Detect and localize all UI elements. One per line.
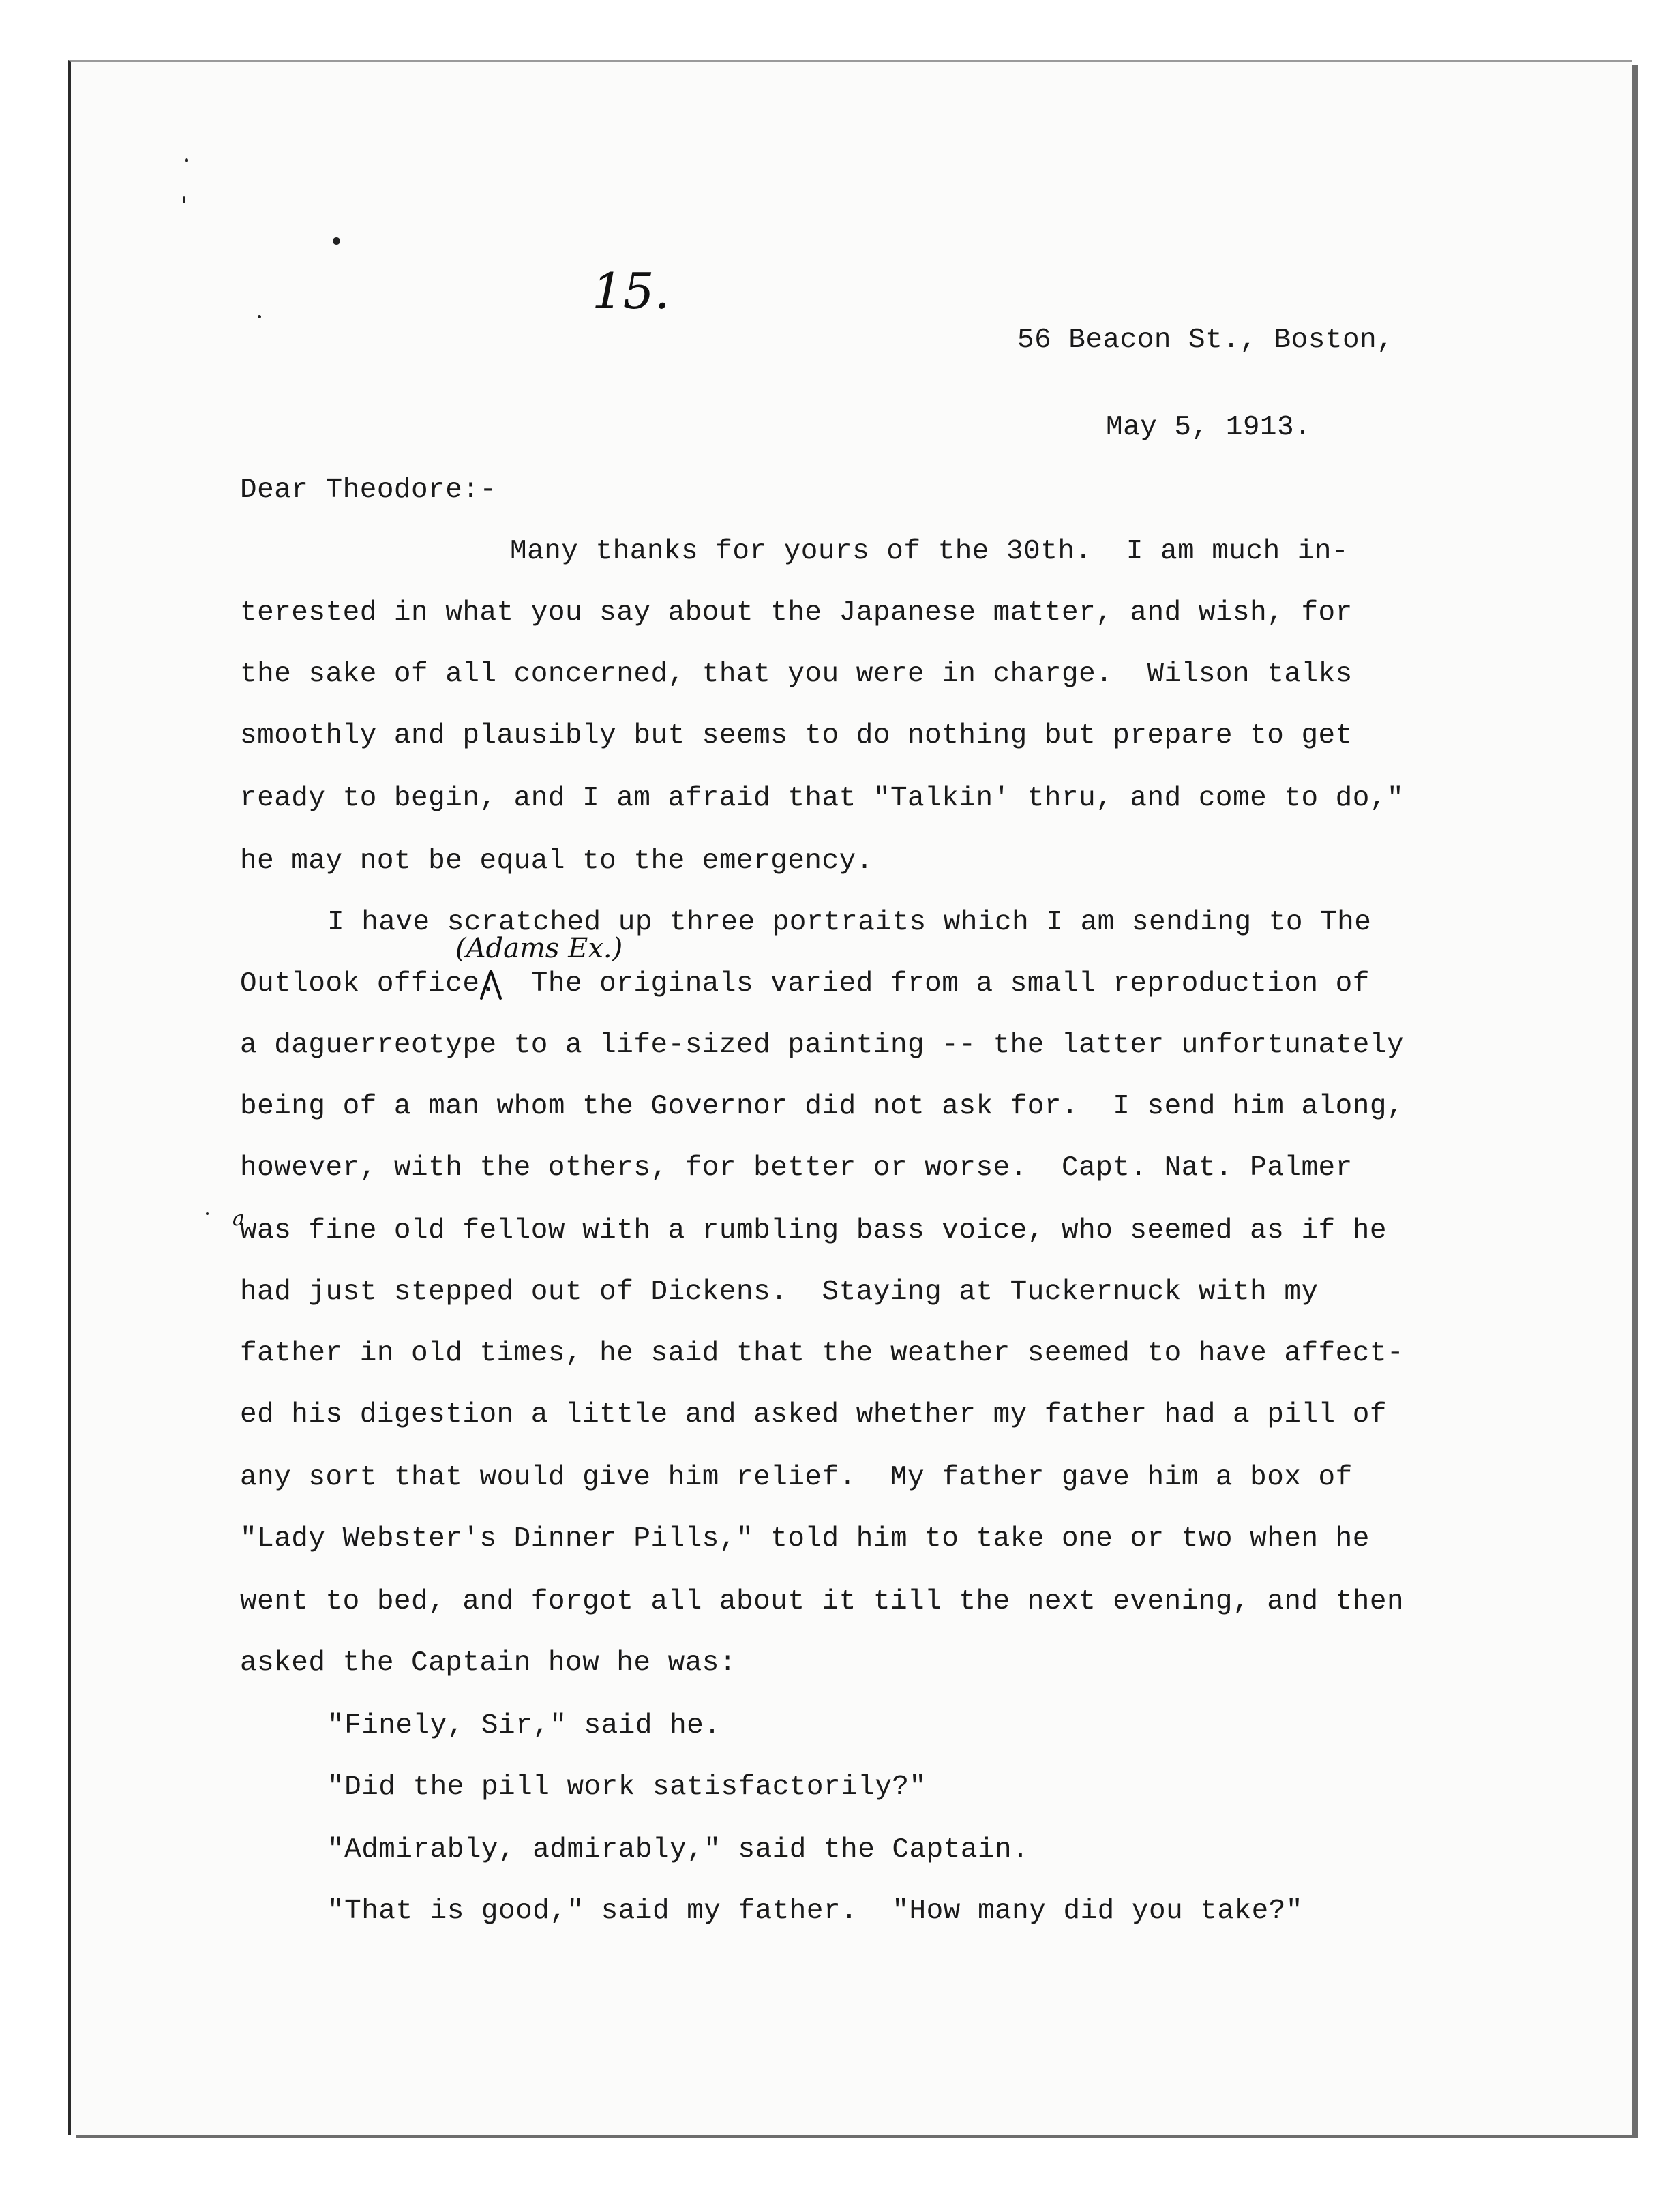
body-line: terested in what you say about the Japanese matter, and wish, for (240, 597, 1353, 629)
insertion-caret-icon (477, 967, 505, 1001)
body-line: I have scratched up three portraits which I am sending to The (327, 907, 1372, 938)
handwritten-insert: (Adams Ex.) (455, 933, 623, 964)
body-line: Many thanks for yours of the 30th. I am much in- (510, 536, 1349, 567)
body-line: had just stepped out of Dickens. Staying at Tuckernuck with my (240, 1276, 1319, 1308)
address-line: 56 Beacon St., Boston, (1017, 325, 1394, 356)
body-line: "Lady Webster's Dinner Pills," told him to take one or two when he (240, 1523, 1370, 1555)
ink-speck (185, 158, 188, 162)
dialogue-line: "Finely, Sir," said he. (327, 1710, 721, 1741)
body-line: smoothly and plausibly but seems to do nothing but prepare to get (240, 720, 1353, 751)
ink-speck (206, 1212, 209, 1215)
body-line: Outlook office. The originals varied from a small reproduction of (240, 968, 1370, 1000)
body-line: he may not be equal to the emergency. (240, 846, 873, 877)
date-line: May 5, 1913. (1106, 412, 1312, 443)
ink-speck (183, 196, 185, 203)
salutation: Dear Theodore:- (240, 475, 497, 506)
ink-speck (258, 315, 261, 318)
body-line: asked the Captain how he was: (240, 1647, 737, 1679)
body-line: the sake of all concerned, that you were in charge. Wilson talks (240, 659, 1353, 690)
dialogue-line: "That is good," said my father. "How many did you take?" (327, 1896, 1303, 1927)
body-line: being of a man whom the Governor did not ask for. I send him along, (240, 1091, 1405, 1122)
body-line: went to bed, and forgot all about it till the next evening, and then (240, 1586, 1405, 1617)
ink-speck (333, 237, 340, 245)
body-line: any sort that would give him relief. My father gave him a box of (240, 1462, 1353, 1493)
body-line: ed his digestion a little and asked whether my father had a pill of (240, 1399, 1387, 1431)
page-number: 15. (592, 263, 670, 320)
body-line: ready to begin, and I am afraid that "Talkin' thru, and come to do," (240, 783, 1405, 814)
body-line: father in old times, he said that the weather seemed to have affect- (240, 1338, 1405, 1369)
body-line: was fine old fellow with a rumbling bass voice, who seemed as if he (240, 1215, 1387, 1246)
dialogue-line: "Did the pill work satisfactorily?" (327, 1771, 927, 1803)
dialogue-line: "Admirably, admirably," said the Captain. (327, 1834, 1030, 1866)
body-line: however, with the others, for better or worse. Capt. Nat. Palmer (240, 1152, 1353, 1184)
body-line: a daguerreotype to a life-sized painting -- the latter unfortunately (240, 1030, 1405, 1061)
handwritten-a: a (232, 1207, 245, 1231)
